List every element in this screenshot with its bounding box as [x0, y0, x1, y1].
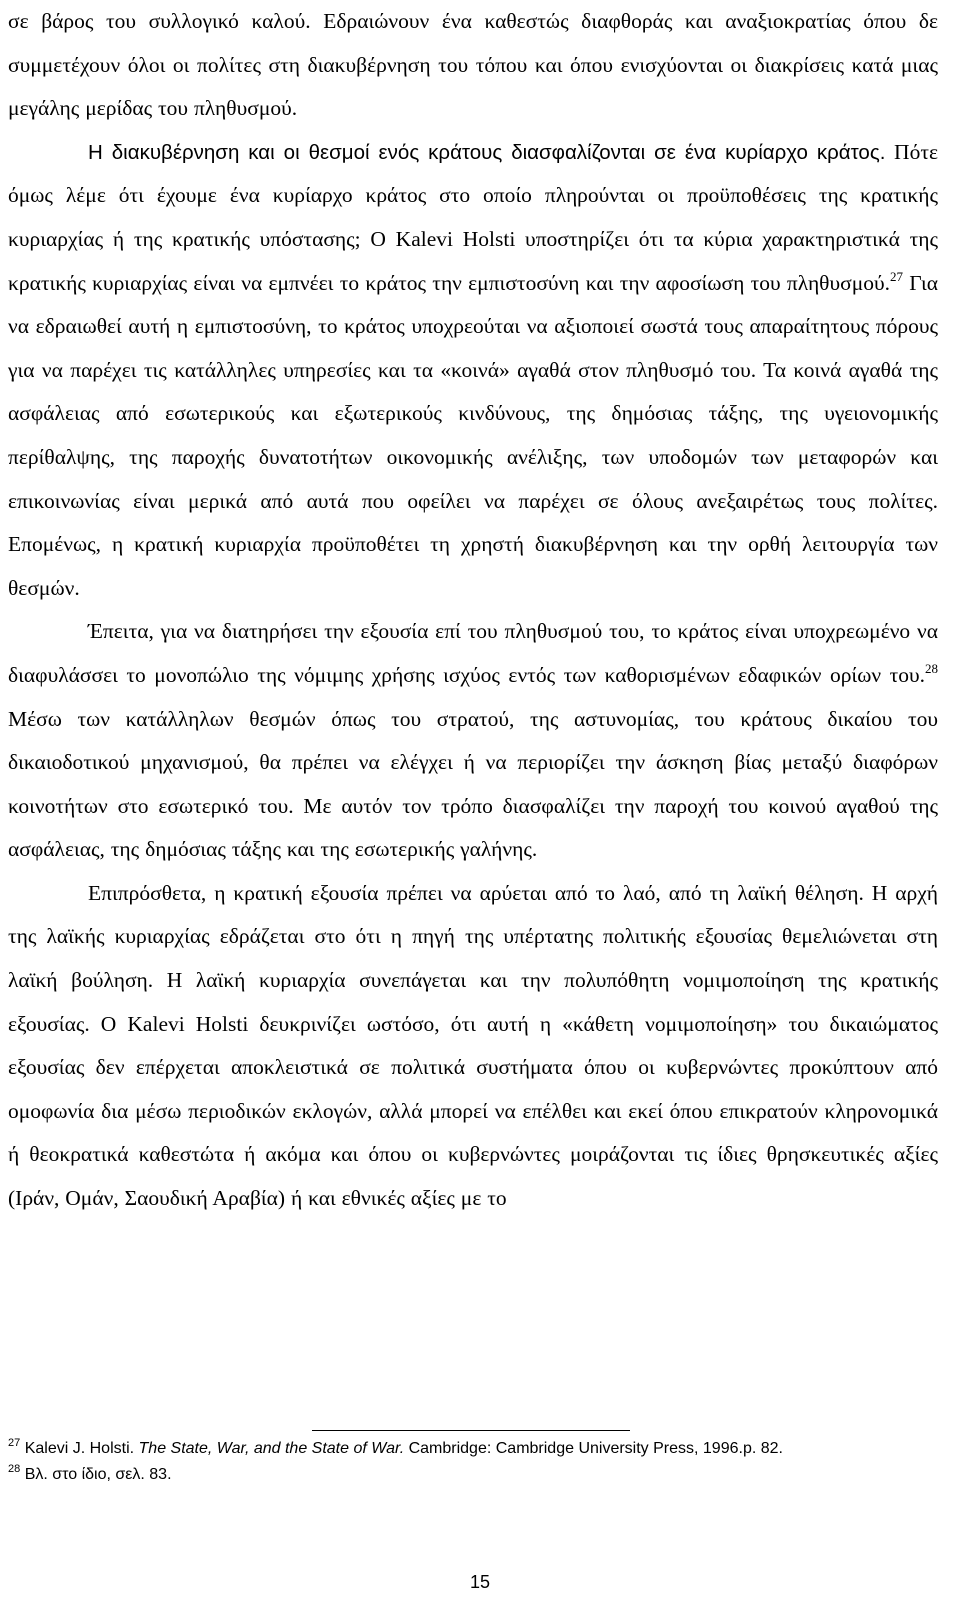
paragraph-popular-sovereignty: Επιπρόσθετα, η κρατική εξουσία πρέπει να αρύεται από το λαό, από τη λαϊκή θέληση. Η αρχή της λαϊκής κυριαρχίας εδράζεται στο ότι η πηγή της υπέρτατης πολιτικής εξουσίας θεμελιώνεται στη λαϊκή βούληση. Η λαϊκή κυριαρχία συνεπάγεται και την πολυπόθητη νομιμοποίηση της κρατικής εξουσίας. Ο Kalevi Holsti δευκρινίζει ωστόσο, ότι αυτή η «κάθετη νομιμοποίηση» του δικαιώματος εξουσίας δεν επέρχεται αποκλειστικά σε πολιτικά συστήματα όπου οι κυβερνώντες προκύπτουν από ομοφωνία δια μέσω περιοδικών εκλογών, αλλά μπορεί να επέλθει και εκεί όπου επικρατούν κληρονομικά ή θεοκρατικά καθεστώτα ή ακόμα και όπου οι κυβερνώντες μοιράζονται τις ίδιες θρησκευτικές αξίες (Ιράν, Ομάν, Σαουδική Αραβία) ή και εθνικές αξίες με το — [8, 880, 938, 1211]
footnotes — [8, 1436, 938, 1488]
page-number: 15 — [469, 1572, 491, 1592]
footnote-publication: Cambridge: Cambridge University Press, 1996.p. 82. — [404, 1440, 783, 1457]
footnote-book-title: The State, War, and the State of War. — [138, 1440, 405, 1457]
paragraph-text: Πότε όμως λέμε ότι έχουμε ένα κυρίαρχο κράτος στο οποίο πληρούνται οι προϋποθέσεις της κρατικής κυριαρχίας ή της κρατικής υπόστασης; Ο Kalevi Holsti υποστηρίζει ότι τα κύρια χαρακτηριστικά της κρατικής κυριαρχίας είναι να εμπνέει το κράτος την εμπιστοσύνη και την αφοσίωση του πληθυσμού. — [8, 139, 938, 295]
footnote-reference-27[interactable]: 27 — [890, 268, 904, 284]
paragraph-continuation: σε βάρος του συλλογικό καλού. Εδραιώνουν ένα καθεστώς διαφθοράς και αναξιοκρατίας όπου δε συμμετέχουν όλοι οι πολίτες στη διακυβέρνηση του τόπου και όπου ενισχύονται οι διακρίσεις κατά μιας μεγάλης μερίδας του πληθυσμού. — [8, 9, 938, 121]
footnote-author: Kalevi J. Holsti. — [20, 1440, 139, 1457]
paragraph-text: Μέσω των κατάλληλων θεσμών όπως του στρατού, της αστυνομίας, του κράτους δικαίου του δικαιοδοτικού μηχανισμού, θα πρέπει να ελέγχει ή να περιορίζει την άσκηση βίας μεταξύ διαφόρων κοινοτήτων στο εσωτερικό του. Με αυτόν τον τρόπο διασφαλίζει την παροχή του κοινού αγαθού της ασφάλειας, της δημόσιας τάξης και της εσωτερικής γαλήνης. — [8, 706, 938, 862]
paragraph-lead-sentence: Η διακυβέρνηση και οι θεσμοί ενός κράτους διασφαλίζονται σε ένα κυρίαρχο κράτος. — [88, 140, 886, 164]
footnote-reference-28[interactable]: 28 — [925, 660, 938, 676]
footnote-number: 27 — [8, 1437, 21, 1449]
paragraph-monopoly-of-force — [8, 610, 938, 872]
footnote-text: Βλ. στο ίδιο, σελ. 83. — [20, 1466, 172, 1483]
paragraph-text: Έπειτα, για να διατηρήσει την εξουσία επί του πληθυσμού του, το κράτος είναι υποχρεωμένο να διαφυλάσσει το μονοπώλιο της νόμιμης χρήσης ισχύος εντός των καθορισμένων εδαφικών ορίων του. — [8, 619, 938, 687]
footnote-28 — [8, 1462, 938, 1488]
paragraph-text: Για να εδραιωθεί αυτή η εμπιστοσύνη, το κράτος υποχρεούται να αξιοποιεί σωστά τους απαραίτητους πόρους για να παρέχει τις κατάλληλες υπηρεσίες και τα «κοινά» αγαθά στον πληθυσμό του. Τα κοινά αγαθά της ασφάλειας από εσωτερικούς και εξωτερικούς κινδύνους, της δημόσιας τάξης, της υγειονομικής περίθαλψης, της παροχής δυνατοτήτων οικονομικής ανέλιξης, των υποδομών των μεταφορών και επικοινωνίας είναι μερικά από αυτά που οφείλει να παρέχει σε όλους ανεξαιρέτως τους πολίτες. Επομένως, η κρατική κυριαρχία προϋποθέτει τη χρηστή διακυβέρνηση και την ορθή λειτουργία των θεσμών. — [8, 270, 938, 600]
body-text — [8, 0, 938, 1221]
footnote-number: 28 — [8, 1463, 21, 1475]
paragraph-sovereignty — [8, 131, 938, 611]
footnote-separator — [312, 1430, 630, 1431]
footnote-27 — [8, 1436, 938, 1462]
